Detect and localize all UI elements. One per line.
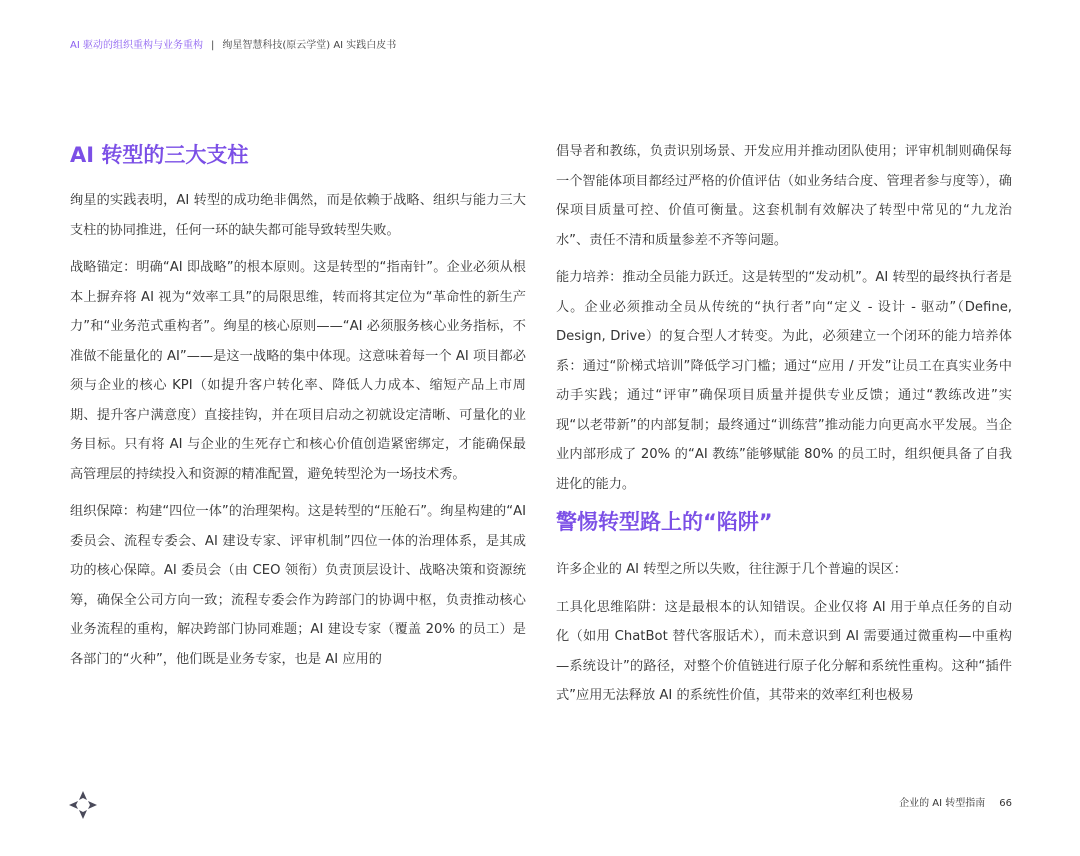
section-title-pillars: AI 转型的三大支柱: [70, 143, 249, 167]
page-number: 66: [999, 798, 1012, 809]
paragraph-strategy: 战略锚定：明确“AI 即战略”的根本原则。这是转型的“指南针”。企业必须从根本上摒弃将 AI 视为“效率工具”的局限思维，转而将其定位为“革命性的新生产力”和“业务范式重构者”。绚星的核心原则——“AI 必须服务核心业务指标，不准做不能量化的 AI”——是这一战略的集中体现。这意味着每一个 AI 项目都必须与企业的核心 KPI（如提升客户转化率、降低人力成本、缩短产品上市周期、提升客户满意度）直接挂钩，并在项目启动之初就设定清晰、可量化的业务目标。只有将 AI 与企业的生死存亡和核心价值创造紧密绑定，才能确保最高管理层的持续投入和资源的精准配置，避免转型沦为一场技术秀。: [70, 260, 526, 482]
section-title-traps: 警惕转型路上的“陷阱”: [556, 510, 773, 534]
paragraph-traps-intro: 许多企业的 AI 转型之所以失败，往往源于几个普遍的误区：: [556, 562, 907, 577]
paragraph-organization: 组织保障：构建“四位一体”的治理架构。这是转型的“压舱石”。绚星构建的“AI 委员会、流程专委会、AI 建设专家、评审机制”四位一体的治理体系，是其成功的核心保障。AI 委员会（由 CEO 领衔）负责顶层设计、战略决策和资源统筹，确保全公司方向一致；流程专委会作为跨部门的协调中枢，负责推动核心业务流程的重构，解决跨部门协同难题；AI 建设专家（覆盖 20% 的员工）是各部门的“火种”，他们既是业务专家，也是 AI 应用的: [70, 504, 526, 667]
page-footer: [899, 797, 1012, 811]
paragraph-capability: 能力培养：推动全员能力跃迁。这是转型的“发动机”。AI 转型的最终执行者是人。企业必须推动全员从传统的“执行者”向“定义 - 设计 - 驱动”（Define, Design, Drive）的复合型人才转变。为此，必须建立一个闭环的能力培养体系：通过“阶梯式培训”降低学习门槛；通过“应用 / 开发”让员工在真实业务中动手实践；通过“评审”确保项目质量并提供专业反馈；通过“教练改进”实现“以老带新”的内部复制；最终通过“训练营”推动能力向更高水平发展。当企业内部形成了 20% 的“AI 教练”能够赋能 80% 的员工时，组织便具备了自我进化的能力。: [556, 270, 1012, 492]
header-section-title: AI 驱动的组织重构与业务重构: [70, 40, 203, 51]
header-book-title: 绚星智慧科技(原云学堂) AI 实践白皮书: [222, 40, 397, 51]
paragraph-intro: 绚星的实践表明，AI 转型的成功绝非偶然，而是依赖于战略、组织与能力三大支柱的协同推进，任何一环的缺失都可能导致转型失败。: [70, 193, 526, 238]
brand-logo-icon: [68, 790, 98, 820]
running-header: [70, 39, 396, 53]
left-column: [70, 140, 526, 682]
right-column: [556, 137, 1012, 719]
footer-title: 企业的 AI 转型指南: [899, 798, 986, 809]
paragraph-tool-trap: 工具化思维陷阱：这是最根本的认知错误。企业仅将 AI 用于单点任务的自动化（如用 ChatBot 替代客服话术），而未意识到 AI 需要通过微重构—中重构—系统设计”的路径，对整个价值链进行原子化分解和系统性重构。这种“插件式”应用无法释放 AI 的系统性价值，其带来的效率红利也极易: [556, 599, 1012, 703]
paragraph-organization-continued: 倡导者和教练，负责识别场景、开发应用并推动团队使用；评审机制则确保每一个智能体项目都经过严格的价值评估（如业务结合度、管理者参与度等），确保项目质量可控、价值可衡量。这套机制有效解决了转型中常见的“九龙治水”、责任不清和质量参差不齐等问题。: [556, 144, 1012, 248]
header-separator: |: [210, 40, 215, 51]
